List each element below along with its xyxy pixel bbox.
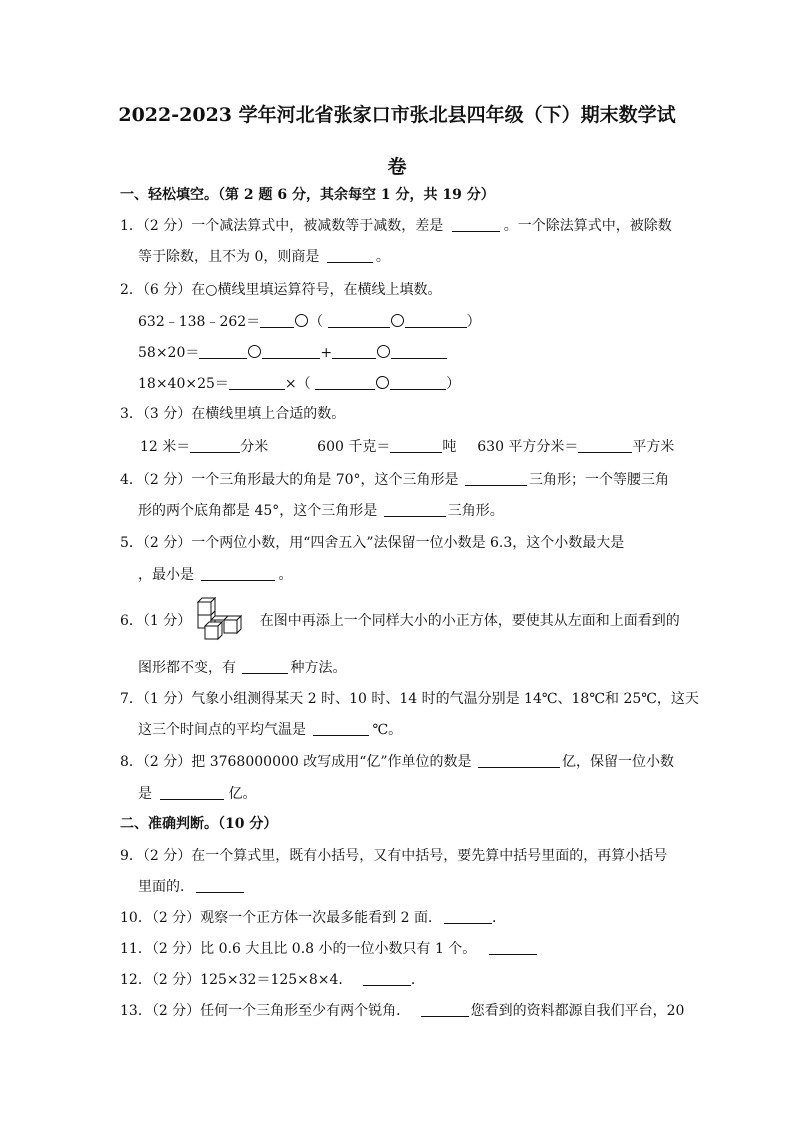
operator-circle[interactable] [376,376,389,389]
title-line-2: 卷 [387,156,407,178]
answer-blank[interactable] [199,344,247,359]
equation-text: 58×20＝ [138,345,200,361]
answer-blank[interactable] [478,753,560,768]
answer-blank[interactable] [160,785,224,800]
answer-blank[interactable] [196,878,244,893]
answer-blank[interactable] [452,217,500,232]
operator-circle[interactable] [295,314,308,327]
title-line-1: 2022-2023 学年河北省张家口市张北县四年级（下）期末数学试 [118,104,676,126]
equation-text: ×（ [284,376,311,392]
question-6-cont [138,658,346,678]
answer-blank[interactable] [201,566,275,581]
equation-text: （ [309,314,324,330]
question-10-text: 10．（2 分）观察一个正方体一次最多能看到 2 面． [120,910,442,926]
question-6-text-2: 在图中再添上一个同样大小的小正方体，要使其从左面和上面看到的 [259,613,680,629]
question-9-text-2: 里面的． [138,879,194,895]
answer-blank[interactable] [363,971,411,986]
question-6-text: 6．（1 分） [120,613,192,629]
answer-blank[interactable] [444,909,492,924]
answer-blank[interactable] [384,502,446,517]
operator-circle[interactable] [377,345,390,358]
conversion-text: 12 米＝ [140,439,191,455]
answer-blank[interactable] [405,313,467,328]
answer-blank[interactable] [328,313,390,328]
cube-figure [194,597,250,643]
answer-blank[interactable] [313,721,369,736]
equation-text: ） [446,376,461,392]
question-8-text-3: 是 [138,786,152,802]
section-2-heading: 二、准确判断。（10 分） [120,816,278,832]
answer-blank[interactable] [489,940,537,955]
cubes-icon [194,597,250,643]
question-11 [120,939,537,959]
operator-circle[interactable] [248,345,261,358]
question-12-text-2: ． [410,972,425,988]
answer-blank[interactable] [327,248,373,263]
question-4 [120,470,669,490]
question-2: 2．（6 分）在○横线里填运算符号，在横线上填数。 [120,282,442,298]
answer-blank[interactable] [190,438,240,453]
question-4-text: 4．（2 分）一个三角形最大的角是 70°，这个三角形是 [120,472,459,488]
question-8 [120,752,674,772]
question-5-cont [138,565,292,585]
question-10-text-2: ． [491,910,506,926]
question-9: 9．（2 分）在一个算式里，既有小括号，又有中括号，要先算中括号里面的，再算小括号 [120,848,668,864]
question-1-text-2: 。一个除法算式中，被除数 [503,218,672,234]
answer-blank[interactable] [391,344,447,359]
answer-blank[interactable] [390,375,446,390]
question-7-text-2: 这三个时间点的平均气温是 [138,722,306,738]
question-1 [120,216,672,236]
equation-text: 632﹣138﹣262＝ [138,314,261,330]
question-1-cont [138,247,390,267]
page-title [60,100,734,182]
conversion-text: 600 千克＝ [317,439,391,455]
question-13-text: 13．（2 分）任何一个三角形至少有两个锐角． [120,1003,411,1019]
watermark-text: 您看到的资料都源自我们平台，20 [470,1003,685,1019]
question-10 [120,908,506,928]
question-11-text: 11．（2 分）比 0.6 大且比 0.8 小的一位小数只有 1 个。 [120,941,477,957]
section-1-heading: 一、轻松填空。（第 2 题 6 分，其余每空 1 分，共 19 分） [120,187,495,203]
question-2-row-2 [138,343,447,363]
conversion-text: 分米 [240,439,269,455]
question-7-text-3: ℃。 [372,722,403,738]
question-6-text-4: 种方法。 [290,660,347,676]
answer-blank[interactable] [421,1002,469,1017]
answer-blank[interactable] [578,438,632,453]
conversion-text: 吨 [442,439,457,455]
answer-blank[interactable] [229,375,285,390]
question-8-text-2: 亿，保留一位小数 [562,754,675,770]
question-6-text-3: 图形都不变，有 [138,660,236,676]
answer-blank[interactable] [260,313,294,328]
conversion-text: 630 平方分米＝ [477,439,579,455]
question-7: 7．（1 分）气象小组测得某天 2 时、10 时、14 时的气温分别是 14℃、18℃和 25℃，这天 [120,691,699,707]
operator-circle[interactable] [391,314,404,327]
question-5-text-2: ，最小是 [138,567,194,583]
question-12 [120,970,425,990]
question-4-text-3: 形的两个底角都是 45°，这个三角形是 [138,503,378,519]
answer-blank[interactable] [315,375,375,390]
equation-text: ） [466,314,481,330]
question-1-text: 1．（2 分）一个减法算式中，被减数等于减数，差是 [120,218,444,234]
question-3-row [140,437,674,457]
question-13 [120,1001,684,1021]
question-3: 3．（3 分）在横线里填上合适的数。 [120,406,346,422]
question-4-text-4: 三角形。 [447,503,504,519]
question-1-text-3: 等于除数，且不为 0，则商是 [138,249,320,265]
equation-text: + [320,345,333,361]
question-5-text-3: 。 [278,567,293,583]
question-9-cont [138,877,244,897]
question-1-text-4: 。 [375,249,390,265]
answer-blank[interactable] [465,471,527,486]
question-12-text: 12．（2 分）125×32＝125×8×4． [120,972,353,988]
conversion-text: 平方米 [632,439,675,455]
question-2-row-1 [138,312,481,332]
answer-blank[interactable] [332,344,376,359]
answer-blank[interactable] [242,659,288,674]
answer-blank[interactable] [390,438,442,453]
question-5: 5．（2 分）一个两位小数，用“四舍五入”法保留一位小数是 6.3，这个小数最大是 [120,535,625,551]
question-8-text: 8．（2 分）把 3768000000 改写成用“亿”作单位的数是 [120,754,472,770]
answer-blank[interactable] [262,344,320,359]
question-7-cont [138,720,402,740]
equation-text: 18×40×25＝ [138,376,229,392]
question-8-text-4: 亿。 [228,786,257,802]
question-4-cont [138,501,504,521]
question-8-cont [138,784,256,804]
question-4-text-2: 三角形；一个等腰三角 [528,472,669,488]
question-2-row-3 [138,374,460,394]
